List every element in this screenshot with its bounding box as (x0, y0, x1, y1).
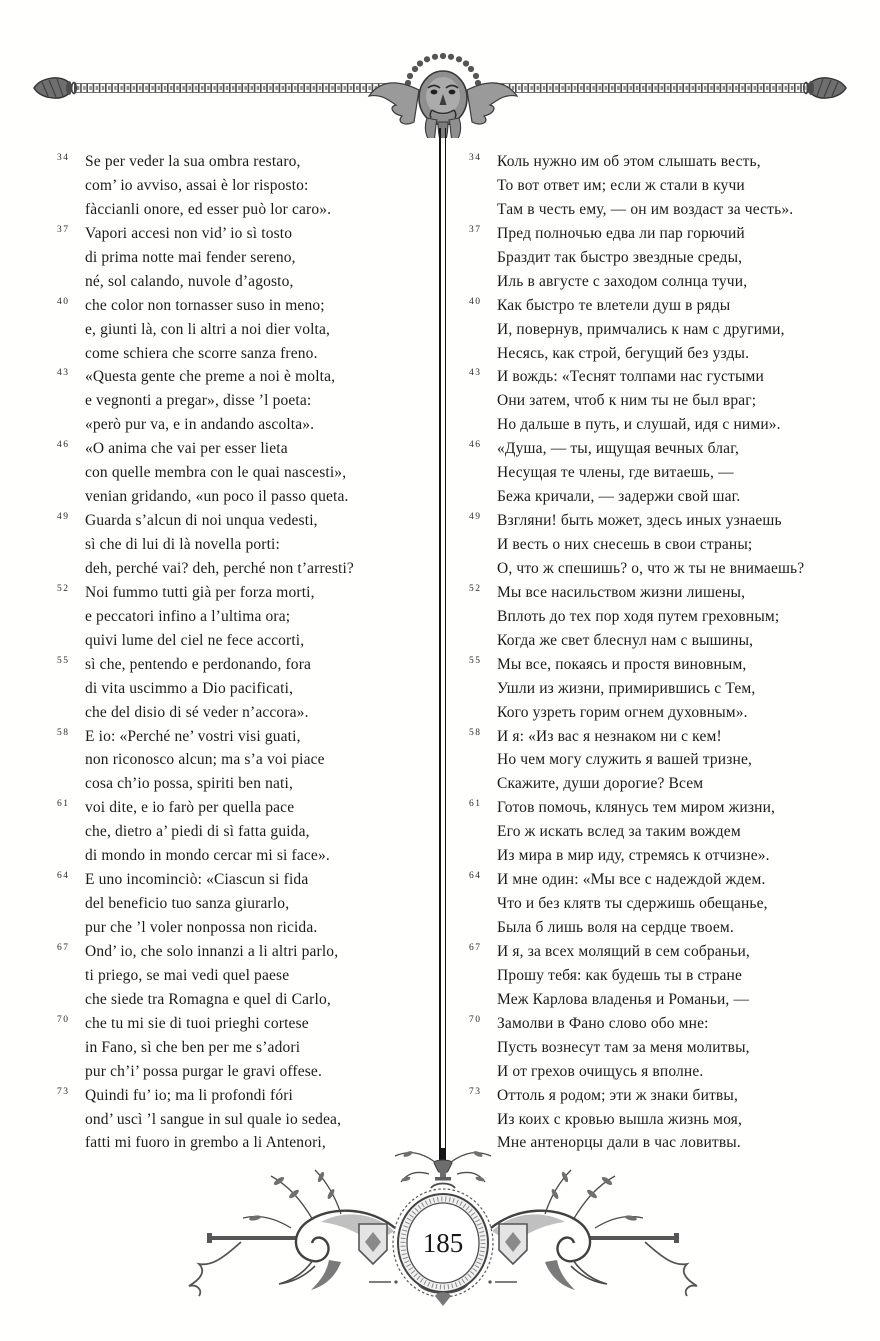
verse-text: И мне один: «Мы все с надеждой ждем. (497, 871, 766, 889)
verse-line (469, 916, 871, 940)
verse-text: Готов помочь, клянусь тем миром жизни, (497, 799, 776, 817)
verse-number: 58 (469, 727, 482, 738)
verse-line (469, 461, 871, 485)
verse-line (469, 629, 871, 653)
verse-text: voi dite, e io farò per quella pace (85, 799, 295, 817)
verse-text: Quindi fu’ io; ma li profondi fóri (85, 1086, 293, 1104)
verse-number: 55 (57, 655, 70, 666)
verse-text: E uno incominciò: «Ciascun si fida (85, 871, 309, 889)
footer-ornament (163, 1148, 723, 1308)
verse-line (469, 653, 871, 677)
verse-text: che del disio di sé veder n’accora». (85, 703, 309, 721)
verse-text: Вплоть до тех пор ходя путем греховным; (497, 607, 780, 625)
verse-text: venian gridando, «un poco il passo queta. (85, 488, 349, 506)
verse-text: Пусть вознесут там за меня молитвы, (497, 1038, 750, 1056)
verse-number: 46 (57, 440, 70, 451)
verse-line (469, 294, 871, 318)
verse-number: 64 (469, 871, 482, 882)
verse-line (57, 916, 439, 940)
verse-line (469, 844, 871, 868)
verse-line (469, 581, 871, 605)
verse-line (57, 413, 439, 437)
urn-icon (434, 1160, 452, 1181)
verse-line (57, 342, 439, 366)
verse-text: О, что ж спешишь? о, что ж ты не внимаешь? (497, 559, 805, 577)
verse-text: Оттоль я родом; эти ж знаки битвы, (497, 1086, 738, 1104)
verse-line (57, 270, 439, 294)
verse-text: Бежа кричали, — задержи свой шаг. (497, 488, 741, 506)
verse-line (57, 485, 439, 509)
verse-line (469, 605, 871, 629)
verse-number: 49 (469, 512, 482, 523)
column-original-italian (57, 150, 439, 1155)
verse-text: Мы все насильством жизни лишены, (497, 583, 746, 601)
verse-text: Se per veder la sua ombra restaro, (85, 153, 301, 170)
verse-line (57, 677, 439, 701)
verse-line (469, 270, 871, 294)
verse-text: «O anima che vai per esser lieta (85, 440, 288, 458)
verse-line (469, 725, 871, 749)
verse-line (469, 413, 871, 437)
verse-text: Vapori accesi non vid’ io sì tosto (85, 224, 293, 242)
verse-text: che siede tra Romagna e quel di Carlo, (85, 990, 331, 1008)
verse-line (57, 701, 439, 725)
verse-line (469, 1108, 871, 1132)
verse-text: in Fano, sì che ben per me s’adori (85, 1038, 301, 1056)
verse-text: sì che di lui di là novella porti: (85, 536, 280, 553)
verse-text: E io: «Perché ne’ vostri visi guati, (85, 727, 301, 745)
verse-line (469, 342, 871, 366)
verse-number: 73 (469, 1086, 482, 1097)
verse-text: con quelle membra con le quai nascesti», (85, 464, 347, 482)
verse-text: Мы все, покаясь и простя виновным, (497, 655, 747, 673)
verse-text: Замолви в Фано слово обо мне: (497, 1014, 709, 1032)
verse-line (469, 174, 871, 198)
page-number-cartouche (393, 1184, 493, 1307)
verse-line (469, 1036, 871, 1060)
verse-text: Когда же свет блеснул нам с вышины, (497, 631, 754, 649)
verse-text: Скажите, души дорогие? Всем (497, 775, 704, 793)
verse-line (57, 725, 439, 749)
verse-number: 43 (469, 368, 482, 379)
verse-line (57, 820, 439, 844)
verse-text: И я, за всех молящий в сем собраньи, (497, 942, 750, 960)
verse-line (57, 748, 439, 772)
verse-text: pur che ’l voler nonpossa non ricida. (85, 919, 318, 936)
verse-text: Как быстро те влетели душ в ряды (497, 296, 731, 314)
verse-line (57, 772, 439, 796)
verse-line (57, 892, 439, 916)
verse-text: che color non tornasser suso in meno; (85, 296, 325, 314)
verse-text: Коль нужно им об этом слышать весть, (497, 153, 761, 170)
verse-line (57, 557, 439, 581)
verse-text: ti priego, se mai vedi quel paese (85, 966, 290, 984)
verse-number: 61 (469, 799, 482, 810)
verse-text: di vita uscimmo a Dio pacificati, (85, 679, 294, 697)
verse-text: «Душа, — ты, ищущая вечных благ, (497, 440, 739, 458)
page-number: 185 (422, 1228, 464, 1258)
verse-line (469, 796, 871, 820)
verse-text: Там в честь ему, — он им воздаст за честь». (497, 200, 794, 218)
verse-line (57, 437, 439, 461)
verse-line (469, 748, 871, 772)
verse-text: Мне антенорцы дали в час ловитвы. (497, 1134, 741, 1152)
verse-number: 37 (57, 224, 70, 235)
verse-text: non riconosco alcun; ma s’a voi piace (85, 751, 325, 769)
verse-line (469, 820, 871, 844)
verse-number: 52 (469, 583, 482, 594)
verse-line (469, 509, 871, 533)
verse-line (469, 485, 871, 509)
verse-text: Взгляни! быть может, здесь иных узнаешь (497, 512, 782, 530)
verse-text: deh, perché vai? deh, perché non t’arresti? (85, 559, 354, 577)
verse-text: e peccatori infino a l’ultima ora; (85, 607, 291, 625)
verse-number: 67 (57, 942, 70, 953)
verse-text: Guarda s’alcun di noi unqua vedesti, (85, 512, 318, 530)
verse-line (469, 198, 871, 222)
verse-line (469, 701, 871, 725)
verse-number: 40 (469, 296, 482, 307)
verse-text: e vegnonti a pregar», disse ’l poeta: (85, 392, 312, 410)
verse-text: То вот ответ им; если ж стали в кучи (497, 176, 745, 194)
verse-text: del beneficio tuo sanza giurarlo, (85, 895, 290, 913)
verse-line (57, 796, 439, 820)
verse-number: 46 (469, 440, 482, 451)
verse-line (57, 868, 439, 892)
verse-text: e, giunti là, con li altri a noi dier volta, (85, 320, 331, 338)
verse-text: Из коих с кровью вышла жизнь моя, (497, 1110, 742, 1128)
verse-text: Несясь, как строй, бегущий без узды. (497, 344, 750, 362)
verse-text: di prima notte mai fender sereno, (85, 248, 296, 266)
verse-line (57, 964, 439, 988)
verse-text: Noi fummo tutti già per forza morti, (85, 583, 315, 601)
verse-text: né, sol calando, nuvole d’agosto, (85, 272, 294, 290)
verse-line (469, 365, 871, 389)
verse-text: com’ io avviso, assai è lor risposto: (85, 176, 309, 194)
verse-line (57, 509, 439, 533)
verse-line (469, 1012, 871, 1036)
verse-line (469, 1084, 871, 1108)
verse-line (469, 940, 871, 964)
verse-number: 64 (57, 871, 70, 882)
tailpiece-scrollwork (488, 1170, 697, 1296)
tailpiece-scrollwork (189, 1170, 398, 1296)
verse-number: 73 (57, 1086, 70, 1097)
verse-line (469, 150, 871, 174)
verse-line (57, 150, 439, 174)
verse-line (57, 629, 439, 653)
verse-text: Меж Карлова владенья и Романьи, — (497, 990, 750, 1008)
verse-text: Что и без клятв ты сдержишь обещанье, (497, 895, 768, 913)
verse-text: Из мира в мир иду, стремясь к отчизне». (497, 847, 770, 865)
column-translation-russian (469, 150, 871, 1155)
verse-text: Прошу тебя: как будешь ты в стране (497, 966, 743, 984)
verse-line (57, 1060, 439, 1084)
verse-line (57, 389, 439, 413)
verse-text: sì che, pentendo e perdonando, fora (85, 655, 312, 673)
verse-text: «Questa gente che preme a noi è molta, (85, 368, 336, 386)
verse-text: di mondo in mondo cercar mi si face». (85, 847, 330, 865)
verse-text: Пред полночью едва ли пар горючий (497, 224, 745, 242)
verse-text: pur ch’i’ possa purgar le gravi offese. (85, 1062, 322, 1080)
verse-number: 34 (469, 153, 482, 163)
verse-line (469, 964, 871, 988)
verse-text: Браздит так быстро звездные среды, (497, 248, 743, 266)
verse-line (57, 246, 439, 270)
verse-text: fàccianli onore, ed esser può lor caro». (85, 200, 332, 218)
verse-text: Несущая те члены, где витаешь, — (497, 464, 734, 482)
verse-text: Его ж искать вслед за таким вождем (497, 823, 741, 841)
verse-line (57, 318, 439, 342)
column-divider-rule (439, 128, 446, 1162)
verse-text: Ond’ io, che solo innanzi a li altri parlo, (85, 942, 339, 960)
verse-number: 70 (57, 1014, 70, 1025)
verse-line (57, 988, 439, 1012)
verse-text: quivi lume del ciel ne fece accorti, (85, 631, 305, 649)
verse-line (57, 222, 439, 246)
verse-line (469, 389, 871, 413)
verse-text: Но дальше в путь, и слушай, идя с ними». (497, 416, 781, 434)
verse-line (57, 581, 439, 605)
verse-line (469, 222, 871, 246)
verse-line (469, 318, 871, 342)
verse-text: che tu mi sie di tuoi prieghi cortese (85, 1014, 309, 1032)
verse-line (57, 1084, 439, 1108)
verse-text: Ушли из жизни, примирившись с Тем, (497, 679, 756, 697)
verse-line (57, 533, 439, 557)
verse-line (469, 892, 871, 916)
verse-number: 52 (57, 583, 70, 594)
verse-line (57, 605, 439, 629)
verse-line (469, 772, 871, 796)
verse-line (57, 653, 439, 677)
verse-line (469, 557, 871, 581)
verse-line (57, 844, 439, 868)
verse-number: 49 (57, 512, 70, 523)
verse-line (57, 1012, 439, 1036)
verse-number: 40 (57, 296, 70, 307)
verse-line (57, 1036, 439, 1060)
verse-line (469, 1060, 871, 1084)
verse-text: Но чем могу служить я вашей тризне, (497, 751, 753, 769)
verse-text: come schiera che scorre sanza freno. (85, 344, 318, 362)
verse-line (469, 246, 871, 270)
verse-line (57, 174, 439, 198)
verse-line (57, 461, 439, 485)
verse-line (469, 868, 871, 892)
verse-number: 70 (469, 1014, 482, 1025)
verse-text: И от грехов очищусь я вполне. (497, 1062, 704, 1080)
verse-text: Иль в августе с заходом солнца тучи, (497, 272, 748, 290)
verse-line (57, 198, 439, 222)
verse-text: fatti mi fuoro in grembo a li Antenori, (85, 1134, 326, 1152)
acorn-finial-icon (34, 78, 76, 98)
verse-text: cosa ch’io possa, spiriti ben nati, (85, 775, 293, 793)
verse-text: che, dietro a’ piedi di sì fatta guida, (85, 823, 310, 841)
acorn-finial-icon (804, 78, 846, 98)
verse-line (469, 533, 871, 557)
verse-number: 58 (57, 727, 70, 738)
verse-line (57, 294, 439, 318)
verse-number: 67 (469, 942, 482, 953)
verse-text: Была б лишь воля на сердце твоем. (497, 919, 734, 936)
verse-line (469, 988, 871, 1012)
verse-text: Они затем, чтоб к ним ты не был враг; (497, 392, 757, 410)
lion-mask-icon (369, 53, 517, 138)
verse-line (57, 365, 439, 389)
verse-number: 61 (57, 799, 70, 810)
verse-line (469, 437, 871, 461)
verse-number: 55 (469, 655, 482, 666)
verse-text: И, повернув, примчались к нам с другими, (497, 320, 785, 338)
verse-text: И я: «Из вас я незнаком ни с кем! (497, 727, 722, 745)
verse-text: И весть о них снесешь в свои страны; (497, 536, 753, 553)
verse-text: ond’ uscì ’l sangue in sul quale io sedea, (85, 1110, 342, 1128)
verse-number: 43 (57, 368, 70, 379)
verse-number: 34 (57, 153, 70, 163)
verse-text: Кого узреть горим огнем духовным». (497, 703, 748, 721)
verse-number: 37 (469, 224, 482, 235)
verse-line (469, 677, 871, 701)
header-ornament (30, 38, 850, 138)
verse-line (57, 940, 439, 964)
verse-text: «però pur va, e in andando ascolta». (85, 416, 315, 434)
verse-text: И вождь: «Теснят толпами нас густыми (497, 368, 764, 386)
verse-line (57, 1108, 439, 1132)
